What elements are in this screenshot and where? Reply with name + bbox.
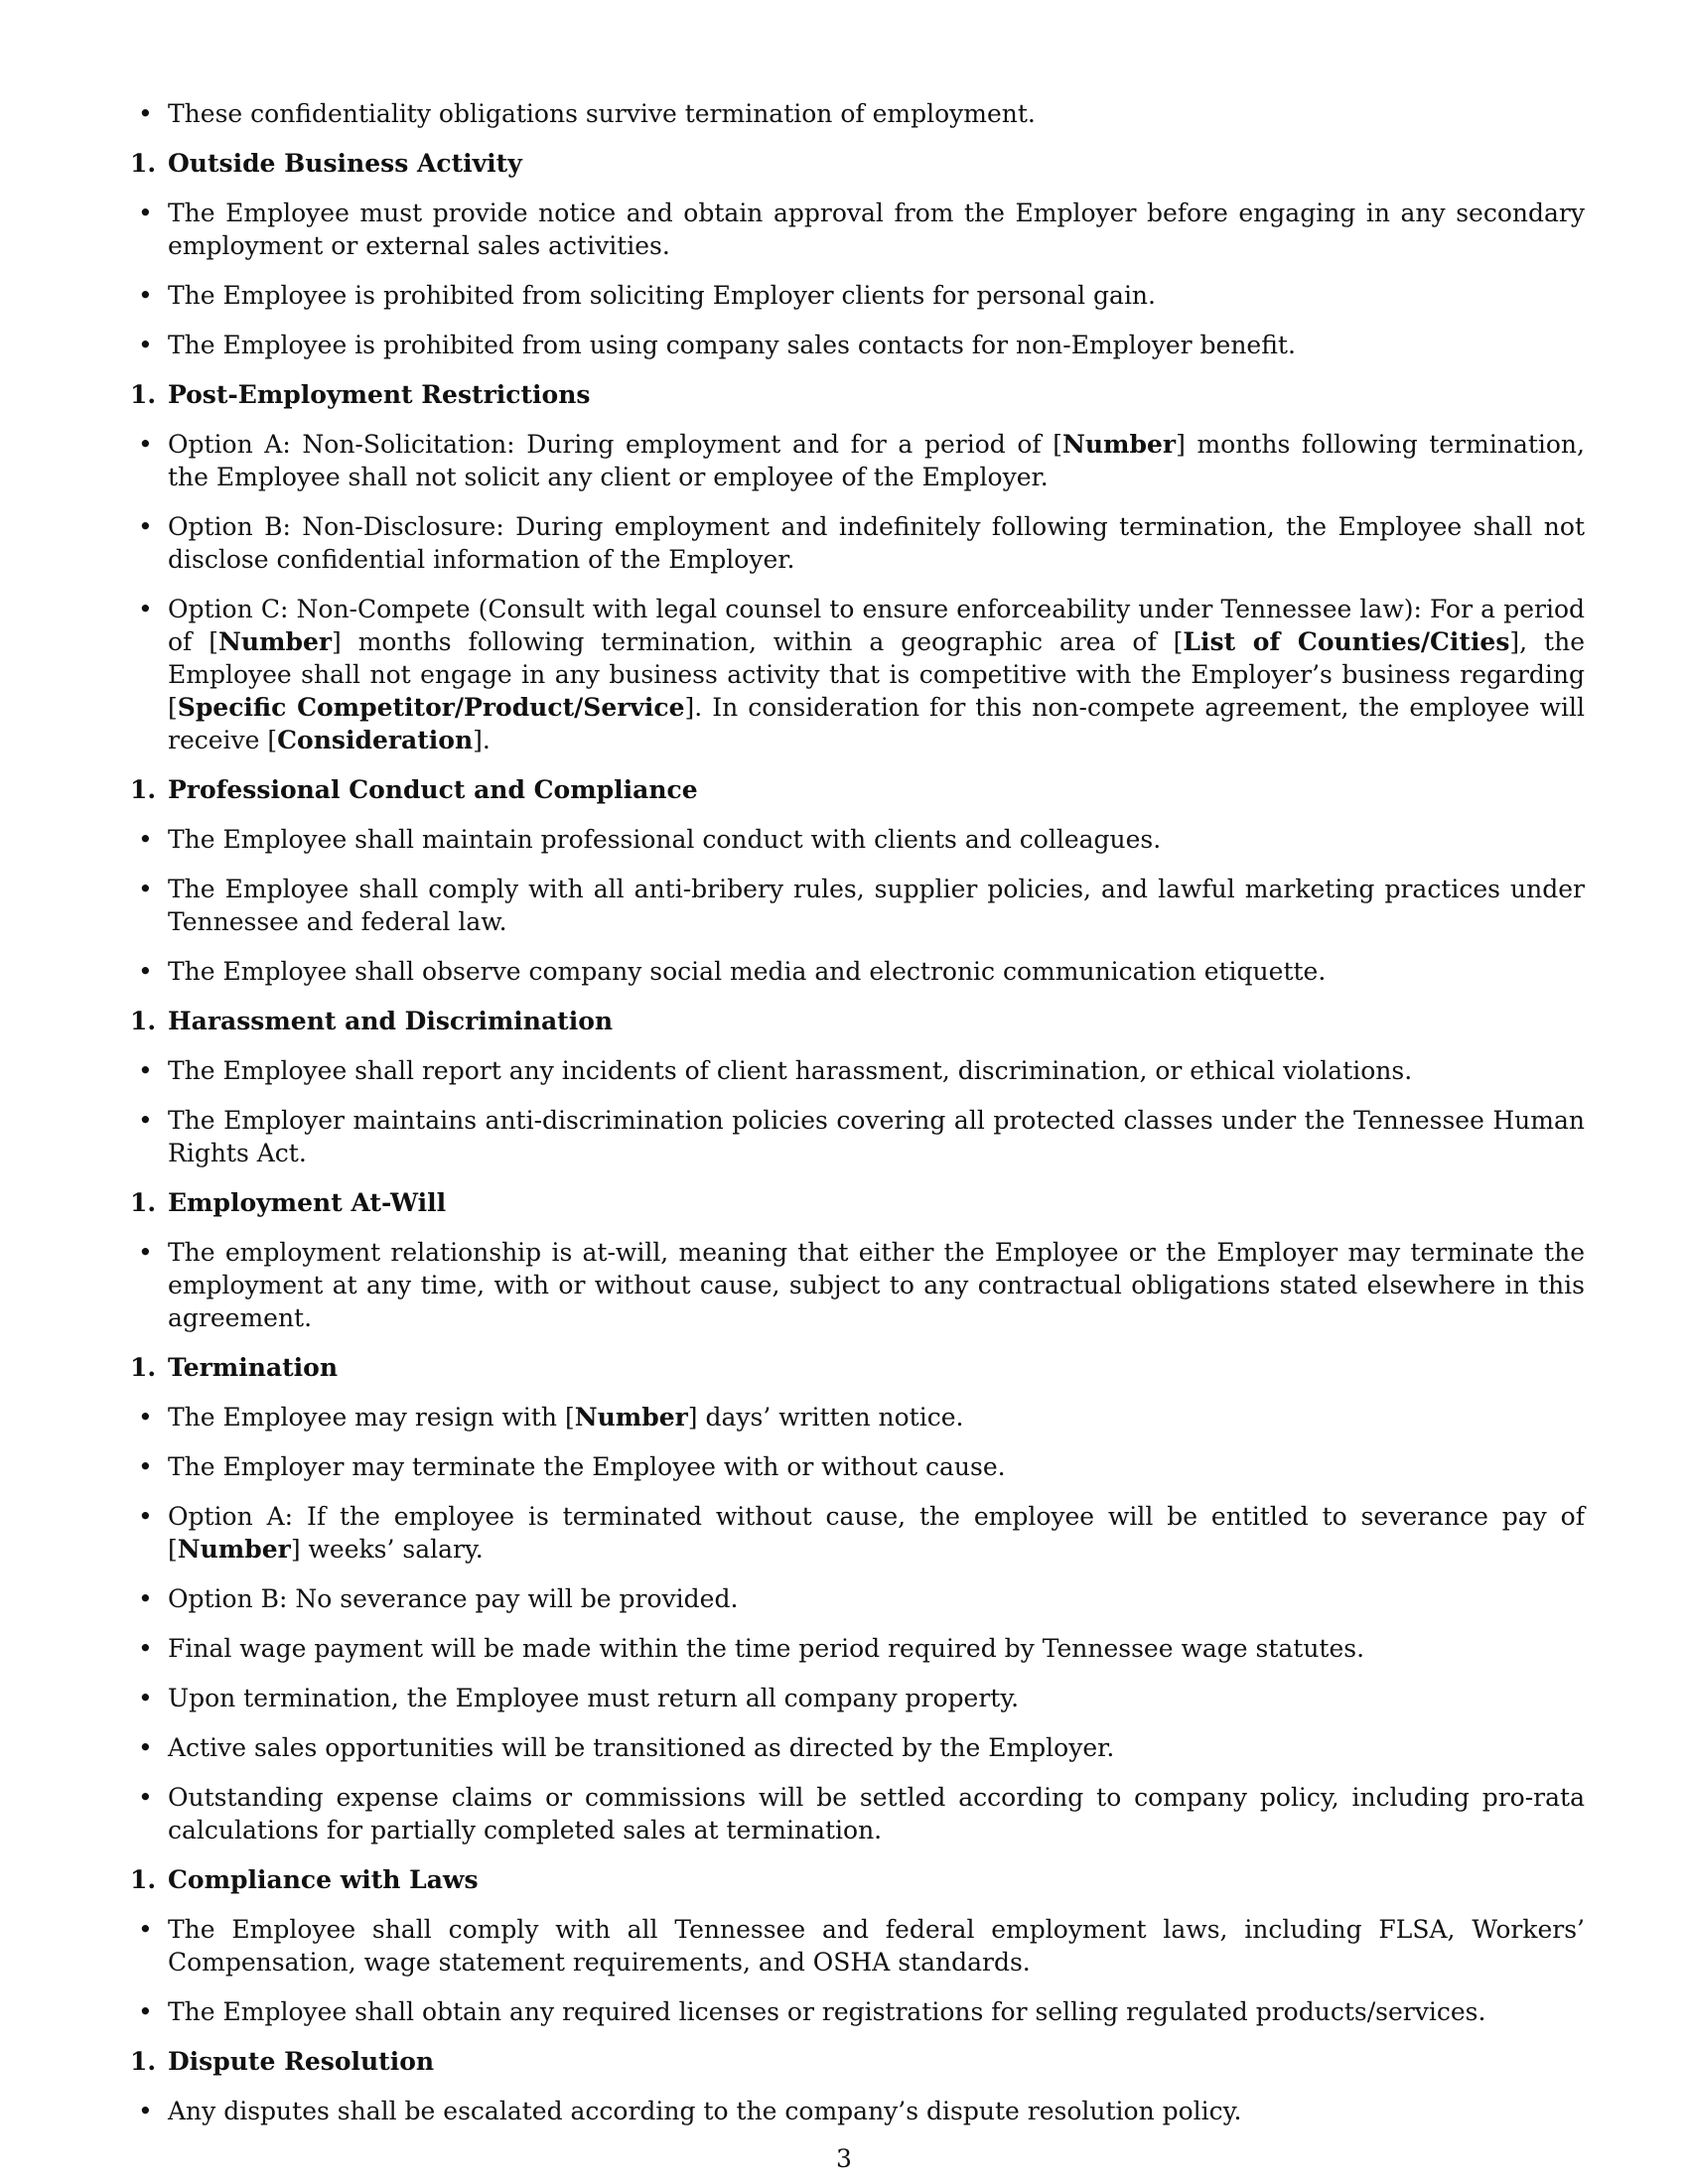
text-run: ]. In consideration for this non-compete agreement, the employee will receive [ [168, 693, 1585, 754]
section-number: 1. [130, 149, 157, 178]
section-heading [130, 773, 1585, 806]
bullet-text: Option B: Non-Disclosure: During employment and indefinitely following termination, the Employee shall not disclose confidential information of the Employer. [168, 512, 1585, 574]
section-title: Post-Employment Restrictions [168, 380, 591, 409]
list-item [133, 873, 1585, 938]
section-heading [130, 2045, 1585, 2078]
bullet-text: The Employer maintains anti-discrimination policies covering all protected classes under the Tennessee Human Rights Act. [168, 1106, 1585, 1167]
section-title: Employment At-Will [168, 1188, 447, 1217]
bullet-text: The Employee is prohibited from soliciting Employer clients for personal gain. [168, 281, 1156, 310]
list-item [133, 1781, 1585, 1846]
bullet-text: Option B: No severance pay will be provided. [168, 1584, 739, 1613]
placeholder-field: List of Counties/Cities [1183, 627, 1510, 656]
list-item [133, 955, 1585, 988]
section-title: Termination [168, 1353, 339, 1382]
bullet-marker: • [138, 875, 153, 903]
text-run: The Employee may resign with [ [168, 1403, 575, 1432]
section-title: Dispute Resolution [168, 2047, 435, 2076]
option-a-text [168, 430, 1585, 491]
bullet-text: The Employee shall maintain professional conduct with clients and colleagues. [168, 825, 1162, 854]
section-number: 1. [130, 1353, 157, 1382]
list-item [133, 1401, 1585, 1433]
placeholder-field: Number [574, 1403, 688, 1432]
bullet-marker: • [138, 1684, 153, 1712]
bullet-text: The Employee must provide notice and obtain approval from the Employer before engaging in any secondary employment or external sales activities. [168, 199, 1585, 260]
list-item [133, 1104, 1585, 1169]
bullet-marker: • [138, 430, 153, 459]
list-item [133, 1500, 1585, 1566]
section-heading [130, 378, 1585, 411]
bullet-marker: • [138, 1056, 153, 1085]
text-run: ] days’ written notice. [687, 1403, 964, 1432]
list-item [133, 1682, 1585, 1714]
list-item [133, 2095, 1585, 2127]
bullet-text: The Employee is prohibited from using company sales contacts for non-Employer benefit. [168, 331, 1296, 359]
list-item [133, 1450, 1585, 1483]
document-body [130, 97, 1585, 2144]
section-title: Outside Business Activity [168, 149, 522, 178]
section-title: Compliance with Laws [168, 1865, 479, 1894]
bullet-marker: • [138, 1403, 153, 1432]
placeholder-field: Number [217, 627, 333, 656]
resign-text [168, 1403, 963, 1432]
list-item [133, 823, 1585, 856]
list-item [133, 97, 1585, 130]
bullet-text: Active sales opportunities will be transitioned as directed by the Employer. [168, 1733, 1115, 1762]
list-item [133, 510, 1585, 576]
bullet-marker: • [138, 99, 153, 128]
bullet-text: Final wage payment will be made within the time period required by Tennessee wage statutes. [168, 1634, 1365, 1663]
bullet-marker: • [138, 199, 153, 227]
section-heading [130, 1863, 1585, 1896]
section-number: 1. [130, 380, 157, 409]
bullet-marker: • [138, 1783, 153, 1812]
bullet-marker: • [138, 1452, 153, 1481]
text-run: Option A: If the employee is terminated without cause, the employee will be entitled to severance pay of [ [168, 1502, 1585, 1564]
list-item [133, 1582, 1585, 1615]
list-item [133, 1731, 1585, 1764]
bullet-text: Upon termination, the Employee must return all company property. [168, 1684, 1020, 1712]
section-number: 1. [130, 775, 157, 804]
bullet-marker: • [138, 2097, 153, 2125]
list-item [133, 1054, 1585, 1087]
bullet-text: The Employer may terminate the Employee with or without cause. [168, 1452, 1006, 1481]
bullet-text: Outstanding expense claims or commissions will be settled according to company policy, including pro-rata calculations for partially completed sales at termination. [168, 1783, 1585, 1844]
bullet-marker: • [138, 1502, 153, 1531]
bullet-marker: • [138, 595, 153, 623]
placeholder-field: Number [1062, 430, 1177, 459]
bullet-marker: • [138, 825, 153, 854]
bullet-marker: • [138, 1997, 153, 2026]
section-number: 1. [130, 1865, 157, 1894]
bullet-marker: • [138, 512, 153, 541]
bullet-marker: • [138, 1915, 153, 1944]
list-item [133, 279, 1585, 312]
text-run: ] months following termination, within a geographic area of [ [332, 627, 1184, 656]
bullet-text: The employment relationship is at-will, meaning that either the Employee or the Employer may terminate the employment at any time, with or without cause, subject to any contractual obligations stated elsewhere in this agreement. [168, 1238, 1585, 1332]
bullet-text: The Employee shall obtain any required licenses or registrations for selling regulated products/services. [168, 1997, 1486, 2026]
list-item [133, 329, 1585, 361]
placeholder-field: Consideration [277, 726, 474, 754]
section-number: 1. [130, 1007, 157, 1035]
bullet-marker: • [138, 957, 153, 986]
list-item [133, 197, 1585, 262]
bullet-marker: • [138, 1106, 153, 1135]
bullet-text: The Employee shall comply with all anti-bribery rules, supplier policies, and lawful marketing practices under Tennessee and federal law. [168, 875, 1585, 936]
text-run: ], the Employee shall not engage in any business activity that is competitive with the Employer’s business regarding [ [168, 627, 1585, 722]
bullet-marker: • [138, 281, 153, 310]
page-number: 3 [836, 2144, 852, 2173]
list-item [133, 1236, 1585, 1334]
section-title: Harassment and Discrimination [168, 1007, 614, 1035]
bullet-marker: • [138, 1584, 153, 1613]
bullet-text: These confidentiality obligations survive termination of employment. [168, 99, 1036, 128]
list-item [133, 1632, 1585, 1665]
bullet-text: Any disputes shall be escalated according to the company’s dispute resolution policy. [168, 2097, 1242, 2125]
bullet-marker: • [138, 1733, 153, 1762]
section-number: 1. [130, 1188, 157, 1217]
section-number: 1. [130, 2047, 157, 2076]
bullet-text: The Employee shall report any incidents of client harassment, discrimination, or ethical violations. [168, 1056, 1413, 1085]
text-run: ] months following termination, the Employee shall not solicit any client or employee of the Employer. [168, 430, 1585, 491]
option-c-text [168, 595, 1585, 754]
list-item [133, 428, 1585, 493]
placeholder-field: Specific Competitor/Product/Service [177, 693, 685, 722]
bullet-text: The Employee shall comply with all Tennessee and federal employment laws, including FLSA, Workers’ Compensation, wage statement requirements, and OSHA standards. [168, 1915, 1585, 1977]
list-item [133, 593, 1585, 756]
section-heading [130, 147, 1585, 180]
text-run: ]. [473, 726, 491, 754]
text-run: ] weeks’ salary. [290, 1535, 484, 1564]
bullet-marker: • [138, 1238, 153, 1267]
bullet-marker: • [138, 1634, 153, 1663]
placeholder-field: Number [177, 1535, 291, 1564]
section-heading [130, 1351, 1585, 1384]
text-run: Option C: Non-Compete (Consult with legal counsel to ensure enforceability under Tennessee law): For a period of [ [168, 595, 1585, 656]
severance-option-a-text [168, 1502, 1585, 1564]
list-item [133, 1995, 1585, 2028]
section-heading [130, 1186, 1585, 1219]
text-run: Option A: Non-Solicitation: During employment and for a period of [ [168, 430, 1063, 459]
bullet-marker: • [138, 331, 153, 359]
section-heading [130, 1005, 1585, 1037]
list-item [133, 1913, 1585, 1979]
bullet-text: The Employee shall observe company social media and electronic communication etiquette. [168, 957, 1327, 986]
section-title: Professional Conduct and Compliance [168, 775, 698, 804]
